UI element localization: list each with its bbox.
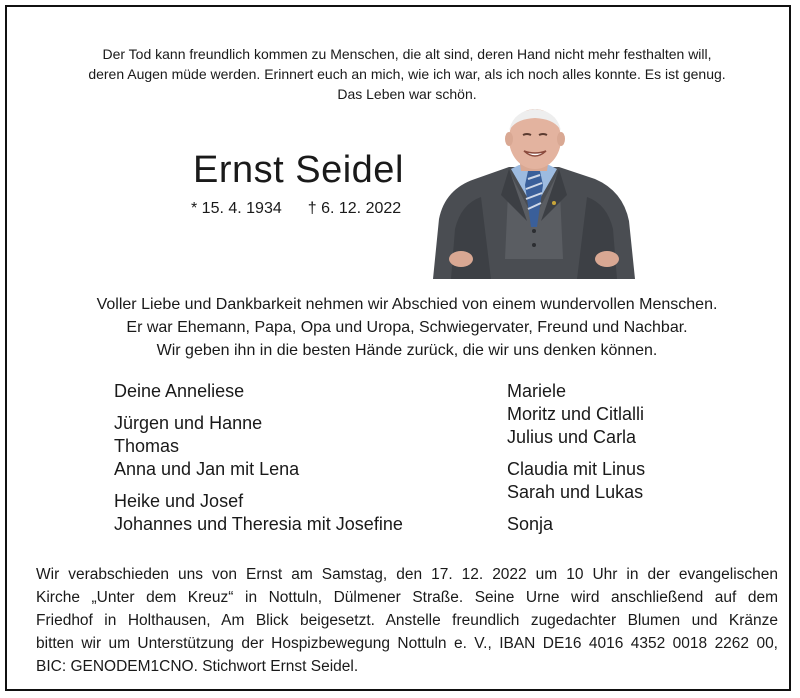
details-line: Friedhof in Holthausen, Am Blick beigesetzt. Anstelle freundlich zugedachter Blumen und Kränze: [36, 612, 778, 629]
farewell-line: Er war Ehemann, Papa, Opa und Uropa, Schwiegervater, Freund und Nachbar.: [126, 319, 688, 336]
mourner-name: Jürgen und Hanne: [114, 413, 263, 433]
details-line: Wir verabschieden uns von Ernst am Samstag, den 17. 12. 2022 um 10 Uhr in der evangelischen: [36, 566, 778, 583]
deceased-name: Ernst Seidel: [193, 149, 404, 191]
mourners-right-column: [507, 380, 645, 545]
mourner-name: Sarah und Lukas: [507, 482, 644, 502]
mourner-name: Moritz und Citlalli: [507, 404, 645, 424]
life-dates: [191, 200, 401, 218]
mourner-group: [507, 513, 645, 536]
quote-line: Der Tod kann freundlich kommen zu Menschen, die alt sind, deren Hand nicht mehr festhalten will,: [102, 46, 712, 62]
details-line: BIC: GENODEM1CNO. Stichwort Ernst Seidel.: [36, 658, 359, 675]
death-date: † 6. 12. 2022: [307, 200, 402, 217]
mourners-left-column: [114, 380, 403, 545]
mourner-name: Claudia mit Linus: [507, 459, 646, 479]
details-line: bitten wir um Unterstützung der Hospizbewegung Nottuln e. V., IBAN DE16 4016 4352 0018 2262 00,: [36, 635, 778, 652]
funeral-details: [36, 563, 778, 678]
mourner-group: [114, 490, 403, 536]
mourner-name: Heike und Josef: [114, 491, 244, 511]
mourner-name: Sonja: [507, 514, 554, 534]
opening-quote: [37, 44, 777, 104]
farewell-text: [27, 293, 787, 362]
details-line: Kirche „Unter dem Kreuz“ in Nottuln, Dülmener Straße. Seine Urne wird anschließend auf dem: [36, 589, 778, 606]
mourner-group: [507, 380, 645, 449]
mourner-name: Johannes und Theresia mit Josefine: [114, 514, 403, 534]
farewell-line: Voller Liebe und Dankbarkeit nehmen wir Abschied von einem wundervollen Menschen.: [96, 296, 718, 313]
portrait-photo: [431, 109, 637, 279]
quote-line: deren Augen müde werden. Erinnert euch an mich, wie ich war, als ich noch alles konnte. Es ist genug.: [88, 66, 726, 82]
quote-line: Das Leben war schön.: [337, 86, 477, 102]
mourner-group: [114, 412, 403, 481]
obituary-frame: [5, 5, 791, 691]
farewell-line: Wir geben ihn in die besten Hände zurück, die wir uns denken können.: [156, 342, 658, 359]
mourner-name: Deine Anneliese: [114, 381, 245, 401]
mourner-name: Mariele: [507, 381, 567, 401]
mourner-name: Thomas: [114, 436, 180, 456]
mourner-group: [114, 380, 403, 403]
birth-date: * 15. 4. 1934: [191, 200, 282, 217]
mourner-name: Anna und Jan mit Lena: [114, 459, 300, 479]
mourner-name: Julius und Carla: [507, 427, 637, 447]
mourner-group: [507, 458, 645, 504]
